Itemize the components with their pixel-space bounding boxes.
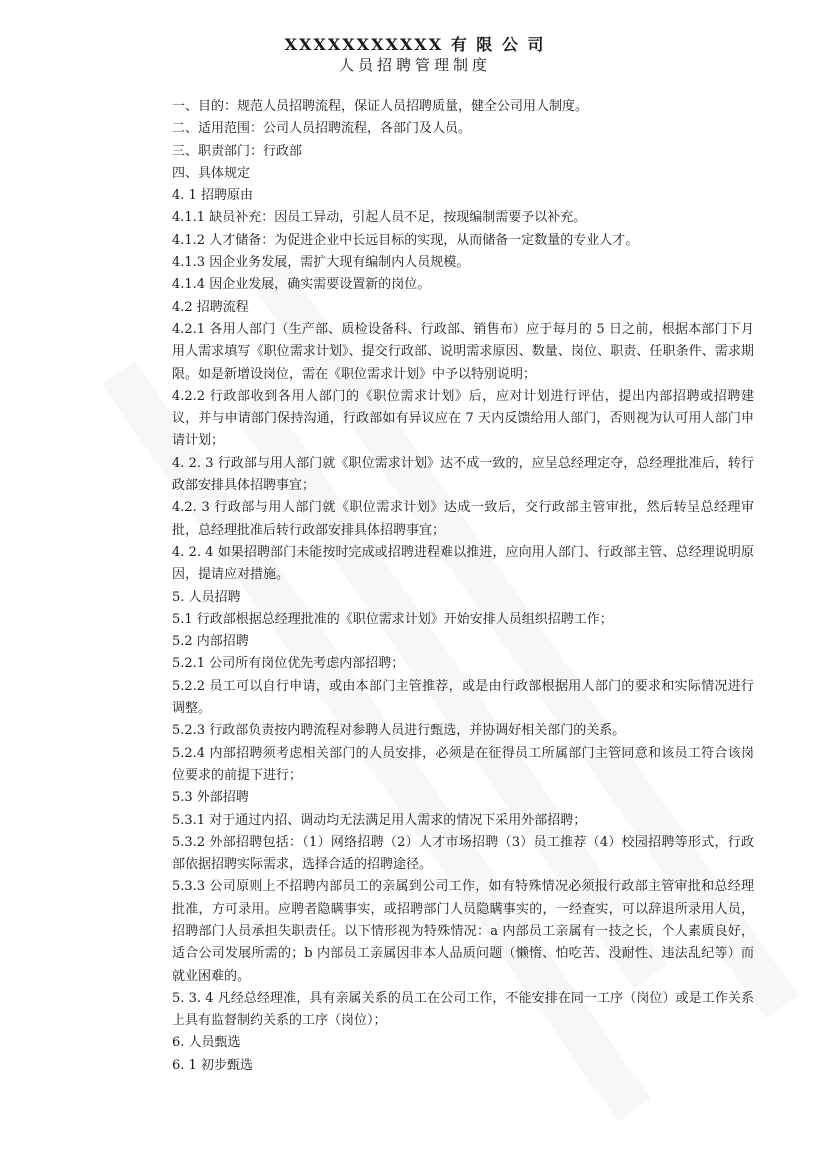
paragraph: 4.1.1 缺员补充：因员工异动，引起人员不足，按现编制需要予以补充。 — [172, 210, 587, 226]
paragraph: 一、目的：规范人员招聘流程，保证人员招聘质量，健全公司用人制度。 — [172, 99, 589, 114]
paragraph: 5.2.2 员工可以自行申请，或由本部门主管推荐，或是由行政部根据用人部门的要求和实际情况进行调整。 — [172, 678, 754, 717]
paragraph: 5.2.1 公司所有岗位优先考虑内部招聘； — [172, 656, 405, 672]
paragraph: 二、适用范围：公司人员招聘流程，各部门及人员。 — [172, 121, 472, 137]
paragraph: 4.2. 3 行政部与用人部门就《职位需求计划》达成一致后，交行政部主管审批，然后转呈总经理审批，总经理批准后转行政部安排具体招聘事宜； — [172, 500, 754, 538]
paragraph: 5.3.1 对于通过内招、调动均无法满足用人需求的情况下采用外部招聘； — [172, 812, 587, 828]
paragraph: 4.2.1 各用人部门（生产部、质检设备科、行政部、销售布）应于每月的 5 日之前，根据本部门下月用人需求填写《职位需求计划》、提交行政部、说明需求原因、数量、岗位、职责、任职条件、需求期限。如是新增设岗位，需在《职位需求计划》中予以特别说明； — [172, 321, 754, 382]
paragraph: 三、职责部门：行政部 — [172, 143, 303, 159]
paragraph: 6. 1 初步甄选 — [172, 1057, 253, 1073]
paragraph: 4.1.3 因企业务发展，需扩大现有编制内人员规模。 — [172, 255, 470, 271]
company-title: XXXXXXXXXXX 有 限 公 司 — [284, 35, 546, 54]
paragraph: 4.2 招聘流程 — [172, 299, 249, 315]
paragraph: 5.3 外部招聘 — [172, 790, 249, 806]
paragraph: 6. 人员甄选 — [172, 1035, 241, 1051]
paragraph: 5.2 内部招聘 — [172, 634, 249, 650]
paragraph: 四、具体规定 — [172, 165, 251, 181]
paragraph: 4. 2. 3 行政部与用人部门就《职位需求计划》达不成一致的，应呈总经理定夺，总经理批准后，转行政部安排具体招聘事宜； — [172, 455, 754, 494]
document-title: 人员招聘管理制度 — [338, 56, 491, 74]
paragraph: 5.3.2 外部招聘包括：（1）网络招聘（2）人才市场招聘（3）员工推荐（4）校园招聘等形式，行政部依据招聘实际需求，选择合适的招聘途径。 — [172, 834, 754, 873]
paragraph: 5. 人员招聘 — [172, 589, 241, 605]
paragraph: 4. 2. 4 如果招聘部门未能按时完成或招聘进程难以推进，应向用人部门、行政部主管、总经理说明原因，提请应对措施。 — [172, 544, 754, 583]
paragraph: 4.2.2 行政部收到各用人部门的《职位需求计划》后，应对计划进行评估，提出内部招聘或招聘建议，并与申请部门保持沟通，行政部如有异议应在 7 天内反馈给用人部门，否则视为认可用人部门申请计划； — [172, 388, 754, 449]
paragraph: 4.1.2 人才储备：为促进企业中长远目标的实现，从而储备一定数量的专业人才。 — [172, 232, 639, 248]
document-body — [172, 96, 754, 1077]
paragraph: 5.2.4 内部招聘须考虑相关部门的人员安排，必须是在征得员工所属部门主管同意和该员工符合该岗位要求的前提下进行； — [172, 745, 754, 783]
paragraph: 5.1 行政部根据总经理批准的《职位需求计划》开始安排人员组织招聘工作； — [172, 611, 613, 627]
paragraph: 4.1.4 因企业发展，确实需要设置新的岗位。 — [172, 277, 431, 293]
paragraph: 5.3.3 公司原则上不招聘内部员工的亲属到公司工作，如有特殊情况必须报行政部主管审批和总经理批准，方可录用。应聘者隐瞒事实，或招聘部门人员隐瞒事实的，一经查实，可以辞退所录用人员，招聘部门人员承担失职责任。以下情形视为特殊情况：a 内部员工亲属有一技之长，个人素质良好，适合公司发展所需的；b 内部员工亲属因非本人品质问题（懒惰、怕吃苦、没耐性、违法乱纪等）而就业困难的。 — [172, 879, 754, 984]
paragraph: 4. 1 招聘原由 — [172, 188, 253, 204]
paragraph: 5.2.3 行政部负责按内聘流程对参聘人员进行甄选，并协调好相关部门的关系。 — [172, 723, 626, 739]
paragraph: 5. 3. 4 凡经总经理准，具有亲属关系的员工在公司工作，不能安排在同一工序（岗位）或是工作关系上具有监督制约关系的工序（岗位）； — [172, 990, 754, 1029]
